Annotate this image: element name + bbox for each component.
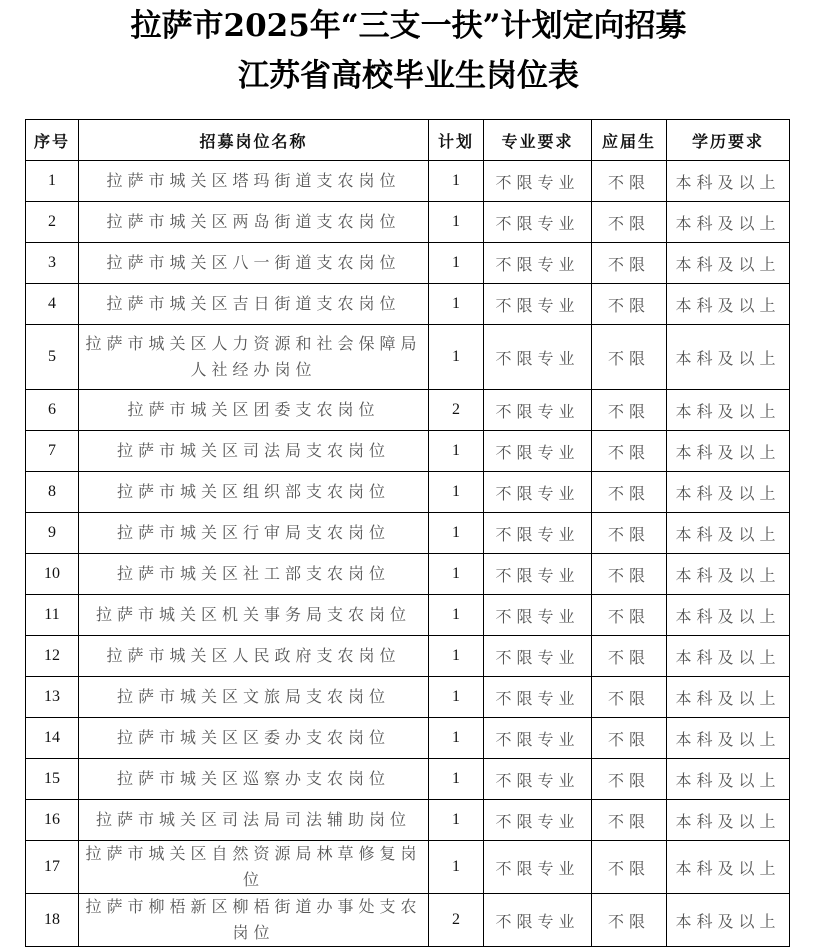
table-row (26, 513, 790, 554)
row-position-name: 拉萨市城关区组织部支农岗位 (79, 472, 429, 513)
row-major-requirement: 不限专业 (484, 161, 592, 202)
row-plan-count: 1 (429, 595, 484, 636)
row-index: 8 (26, 472, 79, 513)
row-position-name: 拉萨市城关区区委办支农岗位 (79, 718, 429, 759)
row-position-name: 拉萨市城关区吉日街道支农岗位 (79, 284, 429, 325)
row-position-name: 拉萨市城关区司法局司法辅助岗位 (79, 800, 429, 841)
row-fresh-graduate: 不限 (592, 636, 667, 677)
row-position-name: 拉萨市城关区文旅局支农岗位 (79, 677, 429, 718)
row-major-requirement: 不限专业 (484, 718, 592, 759)
row-major-requirement: 不限专业 (484, 513, 592, 554)
table-row (26, 390, 790, 431)
row-plan-count: 1 (429, 677, 484, 718)
table-row (26, 677, 790, 718)
row-plan-count: 1 (429, 161, 484, 202)
row-index: 14 (26, 718, 79, 759)
row-plan-count: 1 (429, 759, 484, 800)
row-index: 10 (26, 554, 79, 595)
table-row (26, 800, 790, 841)
row-major-requirement: 不限专业 (484, 390, 592, 431)
row-plan-count: 1 (429, 472, 484, 513)
row-major-requirement: 不限专业 (484, 243, 592, 284)
row-plan-count: 1 (429, 800, 484, 841)
row-fresh-graduate: 不限 (592, 325, 667, 390)
row-index: 2 (26, 202, 79, 243)
row-position-name: 拉萨市城关区司法局支农岗位 (79, 431, 429, 472)
row-plan-count: 1 (429, 841, 484, 894)
row-index: 6 (26, 390, 79, 431)
row-index: 15 (26, 759, 79, 800)
table-row (26, 325, 790, 390)
row-fresh-graduate: 不限 (592, 431, 667, 472)
row-fresh-graduate: 不限 (592, 677, 667, 718)
table-header-row (26, 120, 790, 161)
row-education-requirement: 本科及以上 (667, 800, 790, 841)
row-position-name: 拉萨市城关区八一街道支农岗位 (79, 243, 429, 284)
row-fresh-graduate: 不限 (592, 894, 667, 947)
row-plan-count: 1 (429, 636, 484, 677)
row-fresh-graduate: 不限 (592, 841, 667, 894)
row-fresh-graduate: 不限 (592, 513, 667, 554)
row-major-requirement: 不限专业 (484, 894, 592, 947)
row-fresh-graduate: 不限 (592, 800, 667, 841)
table-row (26, 718, 790, 759)
position-table (25, 119, 790, 947)
row-education-requirement: 本科及以上 (667, 894, 790, 947)
row-major-requirement: 不限专业 (484, 595, 592, 636)
row-plan-count: 1 (429, 284, 484, 325)
row-fresh-graduate: 不限 (592, 243, 667, 284)
row-index: 9 (26, 513, 79, 554)
row-education-requirement: 本科及以上 (667, 243, 790, 284)
header-fresh-graduate: 应届生 (592, 120, 667, 161)
row-major-requirement: 不限专业 (484, 325, 592, 390)
row-education-requirement: 本科及以上 (667, 431, 790, 472)
row-fresh-graduate: 不限 (592, 472, 667, 513)
header-index: 序号 (26, 120, 79, 161)
row-plan-count: 1 (429, 325, 484, 390)
header-major: 专业要求 (484, 120, 592, 161)
row-education-requirement: 本科及以上 (667, 472, 790, 513)
header-position: 招募岗位名称 (79, 120, 429, 161)
row-position-name: 拉萨市城关区社工部支农岗位 (79, 554, 429, 595)
header-education: 学历要求 (667, 120, 790, 161)
row-index: 17 (26, 841, 79, 894)
row-position-name: 拉萨市城关区人力资源和社会保障局人社经办岗位 (79, 325, 429, 390)
row-education-requirement: 本科及以上 (667, 718, 790, 759)
row-plan-count: 1 (429, 513, 484, 554)
table-row (26, 554, 790, 595)
row-position-name: 拉萨市城关区两岛街道支农岗位 (79, 202, 429, 243)
row-education-requirement: 本科及以上 (667, 161, 790, 202)
row-plan-count: 2 (429, 390, 484, 431)
row-major-requirement: 不限专业 (484, 431, 592, 472)
row-fresh-graduate: 不限 (592, 595, 667, 636)
row-position-name: 拉萨市柳梧新区柳梧街道办事处支农岗位 (79, 894, 429, 947)
row-index: 18 (26, 894, 79, 947)
row-education-requirement: 本科及以上 (667, 202, 790, 243)
row-index: 5 (26, 325, 79, 390)
row-major-requirement: 不限专业 (484, 677, 592, 718)
row-major-requirement: 不限专业 (484, 759, 592, 800)
row-index: 4 (26, 284, 79, 325)
row-major-requirement: 不限专业 (484, 554, 592, 595)
row-plan-count: 2 (429, 894, 484, 947)
row-fresh-graduate: 不限 (592, 554, 667, 595)
document-title-line1: 拉萨市2025年“三支一扶”计划定向招募 (130, 8, 687, 44)
row-position-name: 拉萨市城关区自然资源局林草修复岗位 (79, 841, 429, 894)
row-major-requirement: 不限专业 (484, 202, 592, 243)
row-education-requirement: 本科及以上 (667, 513, 790, 554)
row-fresh-graduate: 不限 (592, 718, 667, 759)
row-index: 7 (26, 431, 79, 472)
header-plan: 计划 (429, 120, 484, 161)
row-education-requirement: 本科及以上 (667, 841, 790, 894)
row-education-requirement: 本科及以上 (667, 325, 790, 390)
table-row (26, 431, 790, 472)
row-major-requirement: 不限专业 (484, 636, 592, 677)
row-position-name: 拉萨市城关区人民政府支农岗位 (79, 636, 429, 677)
row-position-name: 拉萨市城关区团委支农岗位 (79, 390, 429, 431)
row-education-requirement: 本科及以上 (667, 636, 790, 677)
row-plan-count: 1 (429, 718, 484, 759)
table-row (26, 243, 790, 284)
row-plan-count: 1 (429, 243, 484, 284)
table-row (26, 636, 790, 677)
row-plan-count: 1 (429, 554, 484, 595)
table-row (26, 202, 790, 243)
row-index: 3 (26, 243, 79, 284)
row-index: 13 (26, 677, 79, 718)
row-index: 16 (26, 800, 79, 841)
row-fresh-graduate: 不限 (592, 161, 667, 202)
row-position-name: 拉萨市城关区塔玛街道支农岗位 (79, 161, 429, 202)
table-row (26, 161, 790, 202)
row-fresh-graduate: 不限 (592, 390, 667, 431)
table-row (26, 595, 790, 636)
row-education-requirement: 本科及以上 (667, 595, 790, 636)
table-row (26, 759, 790, 800)
row-major-requirement: 不限专业 (484, 841, 592, 894)
row-major-requirement: 不限专业 (484, 800, 592, 841)
row-position-name: 拉萨市城关区巡察办支农岗位 (79, 759, 429, 800)
row-education-requirement: 本科及以上 (667, 284, 790, 325)
row-index: 11 (26, 595, 79, 636)
row-plan-count: 1 (429, 202, 484, 243)
row-index: 12 (26, 636, 79, 677)
table-row (26, 472, 790, 513)
row-position-name: 拉萨市城关区行审局支农岗位 (79, 513, 429, 554)
row-major-requirement: 不限专业 (484, 284, 592, 325)
row-education-requirement: 本科及以上 (667, 677, 790, 718)
row-fresh-graduate: 不限 (592, 759, 667, 800)
row-position-name: 拉萨市城关区机关事务局支农岗位 (79, 595, 429, 636)
row-fresh-graduate: 不限 (592, 284, 667, 325)
row-education-requirement: 本科及以上 (667, 554, 790, 595)
table-row (26, 841, 790, 894)
table-row (26, 284, 790, 325)
row-plan-count: 1 (429, 431, 484, 472)
document-title-line2: 江苏省高校毕业生岗位表 (238, 58, 579, 94)
row-index: 1 (26, 161, 79, 202)
row-major-requirement: 不限专业 (484, 472, 592, 513)
row-education-requirement: 本科及以上 (667, 759, 790, 800)
row-fresh-graduate: 不限 (592, 202, 667, 243)
table-row (26, 894, 790, 947)
row-education-requirement: 本科及以上 (667, 390, 790, 431)
